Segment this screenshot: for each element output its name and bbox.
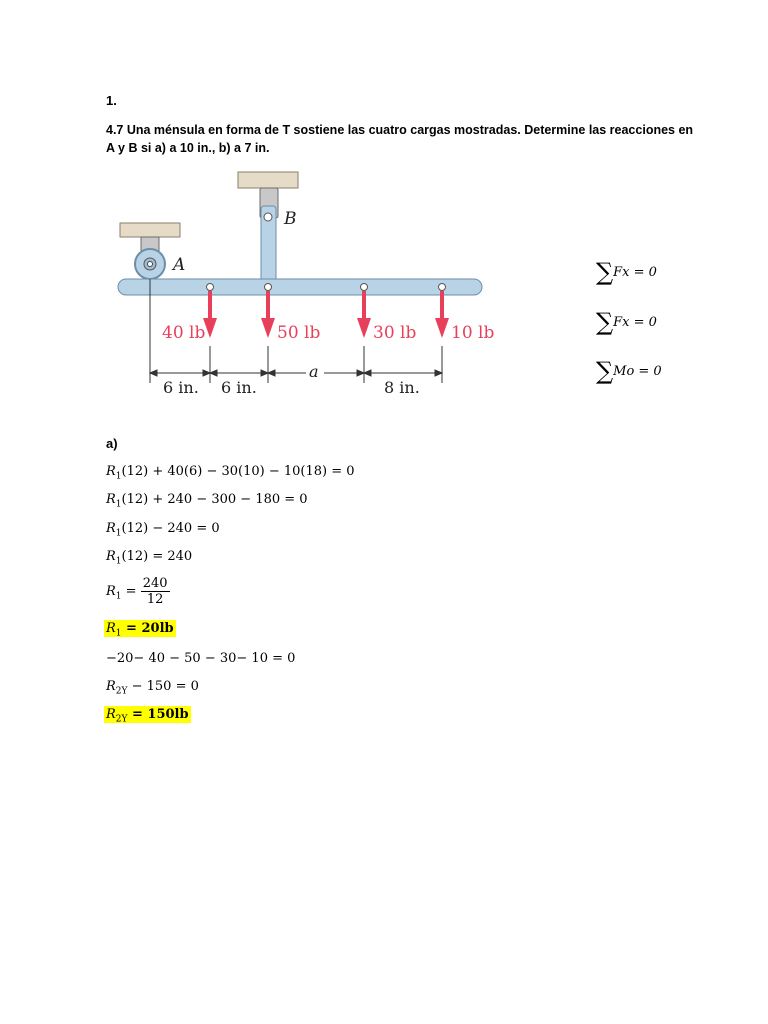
support-b-label: B xyxy=(284,209,297,229)
dim-6in-1: 6 in. xyxy=(163,378,199,397)
fraction: $\frac{240}{12}$ xyxy=(142,576,168,607)
dim-6in-2: 6 in. xyxy=(221,378,257,397)
svg-text:50 lb: 50 lb xyxy=(277,323,321,343)
equation-2: $R_1(12) + 240 - 300 - 180 = 0$ xyxy=(106,492,308,510)
support-b-ceiling xyxy=(238,172,298,188)
equation-4: $R_1(12) = 240$ xyxy=(106,549,193,567)
sum-fx-equation-2: ∑Fx = 0 xyxy=(596,308,657,336)
dim-8in: 8 in. xyxy=(384,378,420,397)
equation-6: −20− 40 − 50 − 30− 10 = 0 xyxy=(106,651,296,666)
pin-b xyxy=(264,213,272,221)
result-r1: $R_1 = 20lb$ xyxy=(106,621,174,639)
equation-3: $R_1(12) - 240 = 0$ xyxy=(106,521,220,539)
dim-a: a xyxy=(309,362,319,381)
problem-statement-line1: 4.7 Una ménsula en forma de T sostiene las cuatro cargas mostradas. Determine las reacciones en xyxy=(106,123,694,137)
equation-5-fraction: $R_1$ = $\frac{240}{12}$ xyxy=(106,576,168,607)
equation-1: $R_1(12) + 40(6) - 30(10) - 10(18) = 0$ xyxy=(106,464,355,482)
t-bracket-figure xyxy=(110,168,495,398)
svg-text:40 lb: 40 lb xyxy=(162,323,206,343)
sum-fx-equation-1: ∑Fx = 0 xyxy=(596,258,657,286)
sum-mo-equation: ∑Mo = 0 xyxy=(596,357,662,385)
result-r2y: $R_{2Y} = 150lb$ xyxy=(106,707,189,725)
svg-text:10 lb: 10 lb xyxy=(451,323,495,343)
part-a-label: a) xyxy=(106,436,118,451)
svg-text:30 lb: 30 lb xyxy=(373,323,417,343)
problem-statement-line2: A y B si a) a 10 in., b) a 7 in. xyxy=(106,141,270,155)
t-beam xyxy=(118,279,482,295)
problem-number: 1. xyxy=(106,93,117,108)
support-a-label: A xyxy=(173,255,186,275)
equation-7: $R_{2Y} - 150 = 0$ xyxy=(106,679,199,697)
support-a-ceiling xyxy=(120,223,180,237)
